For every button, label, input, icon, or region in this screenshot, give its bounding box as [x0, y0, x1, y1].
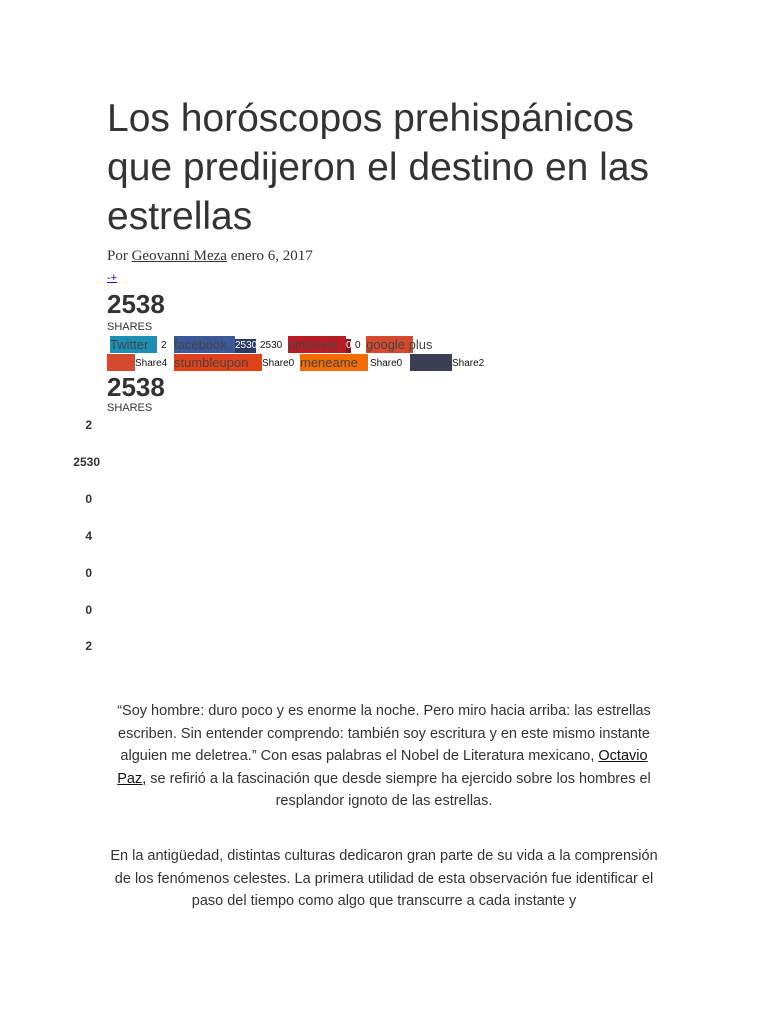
- twitter-share-button[interactable]: Twitter: [110, 336, 157, 353]
- meneame-share-count: Share0: [370, 358, 403, 369]
- font-size-toggle[interactable]: -+: [107, 272, 118, 284]
- facebook-count-badge: 2530: [235, 340, 258, 351]
- side-count-twitter: 2: [85, 418, 92, 432]
- pinterest-count-badge: 0: [346, 340, 352, 351]
- shares-label: SHARES: [107, 321, 153, 333]
- meneame-share-button[interactable]: meneame: [300, 354, 368, 371]
- googleplus-share-button[interactable]: google plus: [366, 337, 433, 352]
- paragraph-1-text-a: “Soy hombre: duro poco y es enorme la noche. Pero miro hacia arriba: las estrellas escriben. Sin entender comprendo: también soy escritura y en este mismo instante alguien me deletrea.” Con esas palabras el Nobel de Literatura mexicano,: [117, 703, 651, 764]
- author-link[interactable]: Geovanni Meza: [131, 248, 227, 264]
- side-count-stumbleupon: 0: [85, 566, 92, 580]
- stumbleupon-share-button[interactable]: stumbleupon: [174, 354, 262, 371]
- shares-label-bottom: SHARES: [107, 402, 153, 414]
- twitter-count: 2: [161, 340, 167, 351]
- article-paragraph-1: [104, 700, 664, 813]
- facebook-share-button[interactable]: facebook: [174, 336, 235, 353]
- article-paragraph-2: En la antigüedad, distintas culturas dedicaron gran parte de su vida a la comprensión de los fenómenos celestes. La primera utilidad de esta observación fue identificar el paso del tiempo como algo que transcurre a cada instante y: [110, 848, 658, 909]
- article-title: Los horóscopos prehispánicos que predijeron el destino en las estrellas: [107, 97, 650, 238]
- side-count-email: 2: [85, 639, 92, 653]
- facebook-count: 2530: [260, 340, 283, 351]
- paragraph-1-text-b: se refirió a la fascinación que desde siempre ha ejercido sobre los hombres el resplandor ignoto de las estrellas.: [150, 770, 651, 809]
- share-total-bottom: 2538: [107, 372, 165, 402]
- email-share-button[interactable]: [410, 354, 452, 371]
- email-share-count: Share2: [452, 358, 485, 369]
- octavio-paz-link[interactable]: Octavio Paz,: [117, 748, 648, 787]
- share-total: 2538: [107, 289, 165, 319]
- googleplus-share-button-cont[interactable]: [107, 354, 135, 371]
- pinterest-count: 0: [355, 340, 361, 351]
- side-count-googleplus: 4: [85, 529, 92, 543]
- stumbleupon-share-count: Share0: [262, 358, 295, 369]
- publish-date: enero 6, 2017: [230, 248, 313, 264]
- googleplus-share-count: Share4: [135, 358, 168, 369]
- pinterest-share-button[interactable]: pinterest: [288, 336, 346, 353]
- byline-prefix: Por: [107, 248, 128, 264]
- side-count-facebook: 2530: [73, 455, 100, 469]
- side-count-pinterest: 0: [85, 492, 92, 506]
- side-count-meneame: 0: [85, 603, 92, 617]
- byline: [107, 248, 313, 265]
